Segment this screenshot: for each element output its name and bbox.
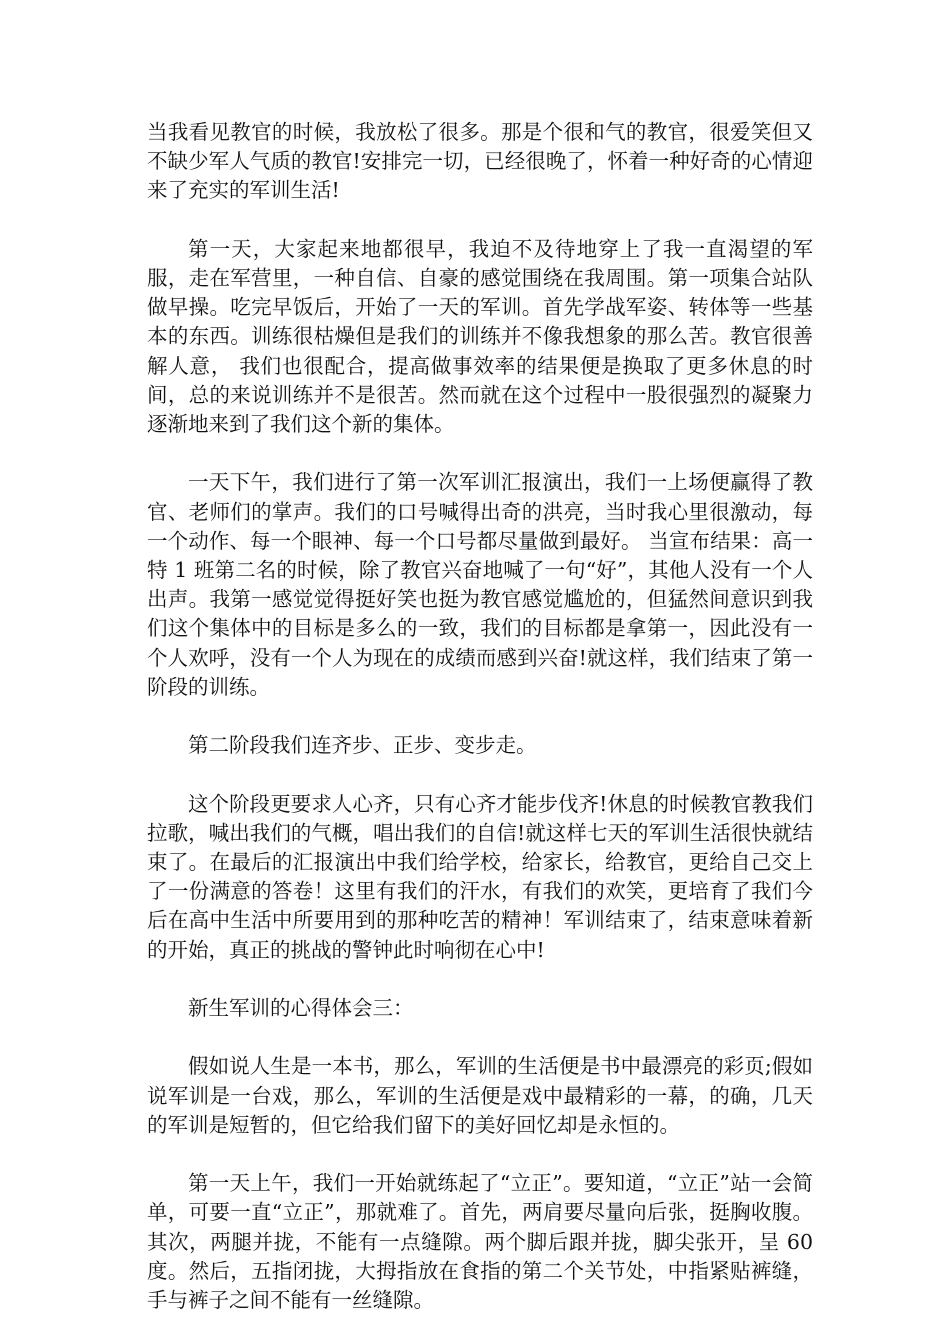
paragraph-1: 当我看见教官的时候，我放松了很多。那是个很和气的教官，很爱笑但又不缺少军人气质的教官!安排完一切，已经很晚了，怀着一种好奇的心情迎来了充实的军训生活! [147, 120, 813, 203]
document-body [147, 118, 813, 1344]
paragraph-2: 第一天，大家起来地都很早，我迫不及待地穿上了我一直渴望的军服，走在军营里，一种自信、自豪的感觉围绕在我周围。第一项集合站队做早操。吃完早饭后，开始了一天的军训。首先学战军姿、转体等一些基本的东西。训练很枯燥但是我们的训练并不像我想象的那么苦。教官很善解人意， 我们也很配合，提高做事效率的结果便是换取了更多休息的时间，总的来说训练并不是很苦。然而就在这个过程中一股很强烈的凝聚力逐渐地来到了我们这个新的集体。 [147, 236, 813, 437]
paragraph-3: 一天下午，我们进行了第一次军训汇报演出，我们一上场便赢得了教官、老师们的掌声。我们的口号喊得出奇的洪亮，当时我心里很激动，每一个动作、每一个眼神、每一个口号都尽量做到最好。 当宣布结果：高一特 1 班第二名的时候，除了教官兴奋地喊了一句“好”，其他人没有一个人出声。我第一感觉觉得挺好笑也挺为教官感觉尴尬的，但猛然间意识到我们这个集体中的目标是多么的一致，我们的目标都是拿第一，因此没有一个人欢呼，没有一个人为现在的成绩而感到兴奋!就这样，我们结束了第一阶段的训练。 [147, 470, 813, 699]
paragraph-4: 第二阶段我们连齐步、正步、变步走。 [188, 733, 537, 758]
section-heading: 新生军训的心得体会三： [188, 996, 414, 1021]
paragraph-8: 第一天上午，我们一开始就练起了“立正”。要知道，“立正”站一会简单，可要一直“立正”，那就难了。首先，两肩要尽量向后张，挺胸收腹。其次，两腿并拢，不能有一点缝隙。两个脚后跟并拢，脚尖张开，呈 60 度。然后，五指闭拢，大拇指放在食指的第二个关节处，中指紧贴裤缝，手与裤子之间不能有一丝缝隙。 [147, 1171, 813, 1313]
paragraph-5: 这个阶段更要求人心齐，只有心齐才能步伐齐!休息的时候教官教我们拉歌，喊出我们的气概，唱出我们的自信!就这样七天的军训生活很快就结束了。在最后的汇报演出中我们给学校，给家长，给教官，更给自己交上了一份满意的答卷！这里有我们的汗水，有我们的欢笑，更培育了我们今后在高中生活中所要用到的那种吃苦的精神！军训结束了，结束意味着新的开始，真正的挑战的警钟此时响彻在心中! [147, 791, 813, 962]
paragraph-7: 假如说人生是一本书，那么，军训的生活便是书中最漂亮的彩页;假如说军训是一台戏，那么，军训的生活便是戏中最精彩的一幕，的确，几天的军训是短暂的，但它给我们留下的美好回忆却是永恒的。 [147, 1054, 813, 1137]
